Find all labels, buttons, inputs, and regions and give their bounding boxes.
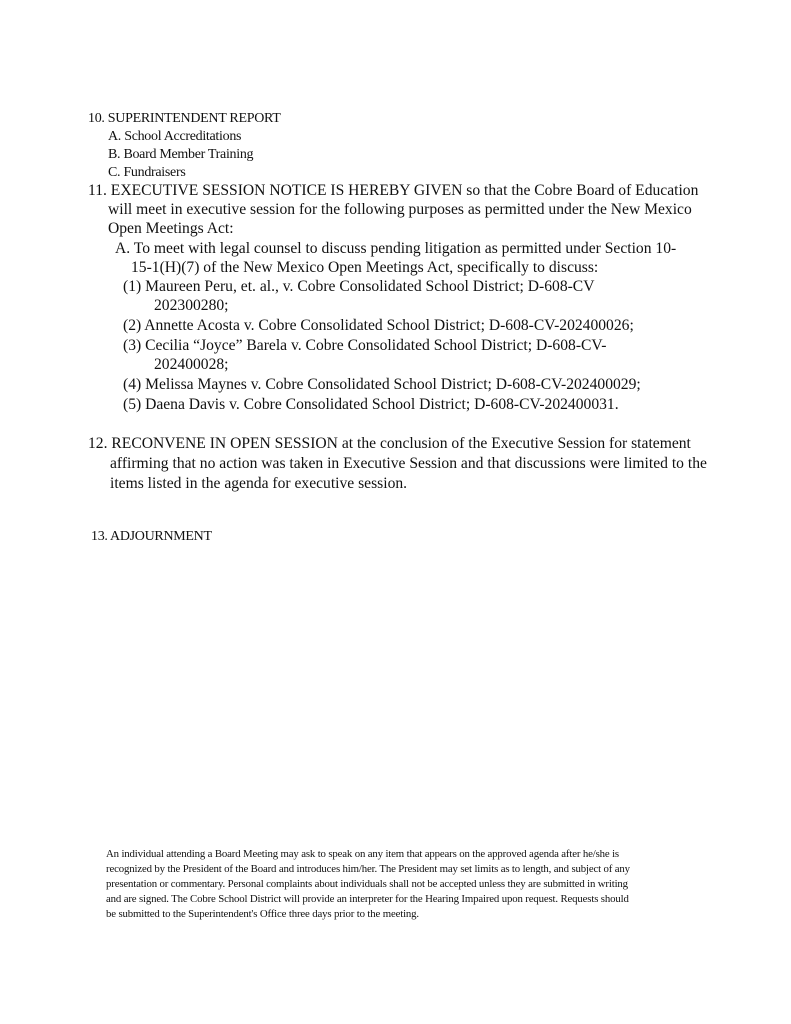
case-line: (2) Annette Acosta v. Cobre Consolidated School District; D-608-CV-202400026; (123, 317, 634, 334)
case-line: (3) Cecilia “Joyce” Barela v. Cobre Consolidated School District; D-608-CV- (123, 337, 607, 354)
case-line: (5) Daena Davis v. Cobre Consolidated School District; D-608-CV-202400031. (123, 396, 619, 413)
case-line: (4) Melissa Maynes v. Cobre Consolidated School District; D-608-CV-202400029; (123, 376, 641, 393)
footer-line: presentation or commentary. Personal complaints about individuals shall not be accepted unless they are submitted in writing (106, 878, 628, 890)
item-12-line: affirming that no action was taken in Executive Session and that discussions were limited to the (110, 455, 707, 472)
item-10-title: 10. SUPERINTENDENT REPORT (88, 111, 281, 126)
case-line: 202400028; (154, 356, 229, 373)
item-10-subitem: B. Board Member Training (108, 147, 254, 162)
item-11-line: 11. EXECUTIVE SESSION NOTICE IS HEREBY GIVEN so that the Cobre Board of Education (88, 182, 699, 199)
footer-line: recognized by the President of the Board and introduces him/her. The President may set limits as to length, and subject of any (106, 863, 630, 875)
item-12-line: items listed in the agenda for executive session. (110, 475, 408, 492)
item-10-subitem: A. School Accreditations (108, 129, 242, 144)
item-12-line: 12. RECONVENE IN OPEN SESSION at the conclusion of the Executive Session for statement (88, 435, 691, 452)
item-11-line: will meet in executive session for the following purposes as permitted under the New Mexico (108, 201, 692, 218)
footer-line: be submitted to the Superintendent's Office three days prior to the meeting. (106, 908, 419, 920)
item-11-line: Open Meetings Act: (108, 220, 234, 237)
item-13-title: 13. ADJOURNMENT (91, 529, 212, 544)
footer-line: An individual attending a Board Meeting may ask to speak on any item that appears on the approved agenda after he/she is (106, 848, 619, 860)
footer-line: and are signed. The Cobre School District will provide an interpreter for the Hearing Impaired upon request. Requests should (106, 893, 629, 905)
item-10-subitem: C. Fundraisers (108, 165, 186, 180)
item-11a-line: A. To meet with legal counsel to discuss pending litigation as permitted under Section 10- (115, 240, 677, 257)
item-11a-line: 15-1(H)(7) of the New Mexico Open Meetings Act, specifically to discuss: (131, 259, 599, 276)
case-line: 202300280; (154, 297, 229, 314)
case-line: (1) Maureen Peru, et. al., v. Cobre Consolidated School District; D-608-CV (123, 278, 595, 295)
